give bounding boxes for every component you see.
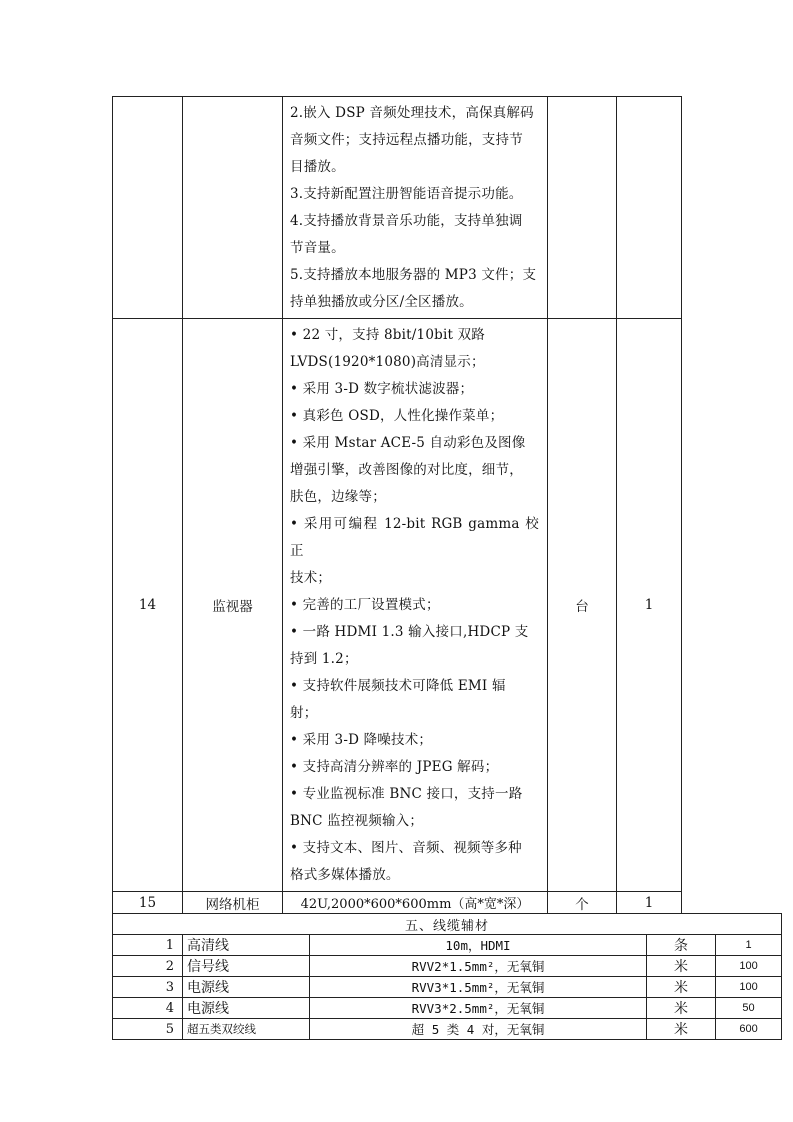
cable-unit-cell: 米 bbox=[647, 977, 716, 998]
no-cell bbox=[113, 97, 183, 319]
no-cell: 14 bbox=[113, 319, 183, 892]
spec-line: 节音量。 bbox=[290, 240, 345, 256]
section-heading-row bbox=[113, 914, 782, 935]
cable-name-cell: 电源线 bbox=[183, 998, 310, 1019]
cable-name-cell: 电源线 bbox=[183, 977, 310, 998]
qty-cell bbox=[617, 97, 682, 319]
cable-spec-cell: RVV3*2.5mm²，无氧铜 bbox=[310, 998, 647, 1019]
spec-line: • 支持高清分辨率的 JPEG 解码； bbox=[290, 759, 499, 775]
spec-cell bbox=[283, 319, 548, 892]
unit-cell: 台 bbox=[548, 319, 617, 892]
cable-qty-cell: 100 bbox=[716, 956, 782, 977]
table-row bbox=[113, 935, 782, 956]
qty-cell: 1 bbox=[617, 892, 682, 914]
table-row bbox=[113, 998, 782, 1019]
section-title: 五、线缆辅材 bbox=[113, 914, 782, 935]
cable-no-cell: 5 bbox=[113, 1019, 183, 1040]
table-row bbox=[113, 1019, 782, 1040]
qty-cell: 1 bbox=[617, 319, 682, 892]
spec-line: 音频文件；支持远程点播功能，支持节 bbox=[290, 132, 523, 148]
no-cell: 15 bbox=[113, 892, 183, 914]
spec-paragraph bbox=[283, 97, 547, 318]
spec-line: • 采用可编程 12-bit RGB gamma 校正 bbox=[290, 516, 539, 559]
spec-line: 3.支持新配置注册智能语音提示功能。 bbox=[290, 186, 523, 202]
spec-line: • 采用 3-D 数字梳状滤波器； bbox=[290, 381, 474, 397]
equipment-table-page bbox=[112, 96, 758, 1040]
cable-name-cell: 高清线 bbox=[183, 935, 310, 956]
spec-line: 肤色，边缘等； bbox=[290, 489, 386, 505]
cable-spec-cell: RVV3*1.5mm²，无氧铜 bbox=[310, 977, 647, 998]
cable-no-cell: 3 bbox=[113, 977, 183, 998]
spec-line: LVDS(1920*1080)高清显示； bbox=[290, 354, 485, 370]
spec-line: • 采用 Mstar ACE-5 自动彩色及图像 bbox=[290, 435, 526, 451]
cable-spec-cell: 10m，HDMI bbox=[310, 935, 647, 956]
spec-line: 持到 1.2； bbox=[290, 651, 358, 667]
cable-qty-cell: 50 bbox=[716, 998, 782, 1019]
table-row bbox=[113, 319, 682, 892]
spec-line: 目播放。 bbox=[290, 159, 345, 175]
spec-cell bbox=[283, 97, 548, 319]
spec-line: • 专业监视标准 BNC 接口，支持一路 bbox=[290, 786, 523, 802]
cable-spec-cell: RVV2*1.5mm²，无氧铜 bbox=[310, 956, 647, 977]
cable-table bbox=[112, 913, 782, 1040]
name-cell: 网络机柜 bbox=[183, 892, 283, 914]
spec-line: 技术； bbox=[290, 570, 332, 586]
spec-line: 增强引擎，改善图像的对比度，细节， bbox=[290, 462, 523, 478]
name-cell bbox=[183, 97, 283, 319]
cable-qty-cell: 1 bbox=[716, 935, 782, 956]
spec-line: 5.支持播放本地服务器的 MP3 文件；支 bbox=[290, 267, 537, 283]
spec-line: 射； bbox=[290, 705, 318, 721]
table-row bbox=[113, 892, 682, 914]
cable-qty-cell: 100 bbox=[716, 977, 782, 998]
cable-qty-cell: 600 bbox=[716, 1019, 782, 1040]
cable-unit-cell: 米 bbox=[647, 1019, 716, 1040]
spec-line: 4.支持播放背景音乐功能，支持单独调 bbox=[290, 213, 523, 229]
spec-line: 持单独播放或分区/全区播放。 bbox=[290, 294, 473, 310]
spec-line: • 采用 3-D 降噪技术； bbox=[290, 732, 433, 748]
spec-line: • 支持软件展频技术可降低 EMI 辐 bbox=[290, 678, 506, 694]
cable-spec-cell: 超 5 类 4 对，无氧铜 bbox=[310, 1019, 647, 1040]
cable-name-cell: 信号线 bbox=[183, 956, 310, 977]
equipment-table bbox=[112, 96, 682, 914]
table-row bbox=[113, 956, 782, 977]
spec-line: 2.嵌入 DSP 音频处理技术，高保真解码 bbox=[290, 105, 534, 121]
spec-line: • 支持文本、图片、音频、视频等多种 bbox=[290, 840, 522, 856]
unit-cell bbox=[548, 97, 617, 319]
spec-line: BNC 监控视频输入； bbox=[290, 813, 424, 829]
unit-cell: 个 bbox=[548, 892, 617, 914]
spec-cell: 42U,2000*600*600mm（高*宽*深） bbox=[283, 892, 548, 914]
spec-line: • 一路 HDMI 1.3 输入接口,HDCP 支 bbox=[290, 624, 529, 640]
spec-paragraph bbox=[283, 319, 547, 891]
cable-unit-cell: 条 bbox=[647, 935, 716, 956]
table-row bbox=[113, 97, 682, 319]
name-cell: 监视器 bbox=[183, 319, 283, 892]
spec-line: • 完善的工厂设置模式； bbox=[290, 597, 440, 613]
cable-name-cell: 超五类双绞线 bbox=[183, 1019, 310, 1040]
cable-unit-cell: 米 bbox=[647, 956, 716, 977]
cable-unit-cell: 米 bbox=[647, 998, 716, 1019]
spec-line: • 真彩色 OSD，人性化操作菜单； bbox=[290, 408, 504, 424]
cable-no-cell: 1 bbox=[113, 935, 183, 956]
spec-line: • 22 寸，支持 8bit/10bit 双路 bbox=[290, 327, 485, 343]
cable-no-cell: 4 bbox=[113, 998, 183, 1019]
spec-line: 格式多媒体播放。 bbox=[290, 867, 400, 883]
cable-no-cell: 2 bbox=[113, 956, 183, 977]
table-row bbox=[113, 977, 782, 998]
